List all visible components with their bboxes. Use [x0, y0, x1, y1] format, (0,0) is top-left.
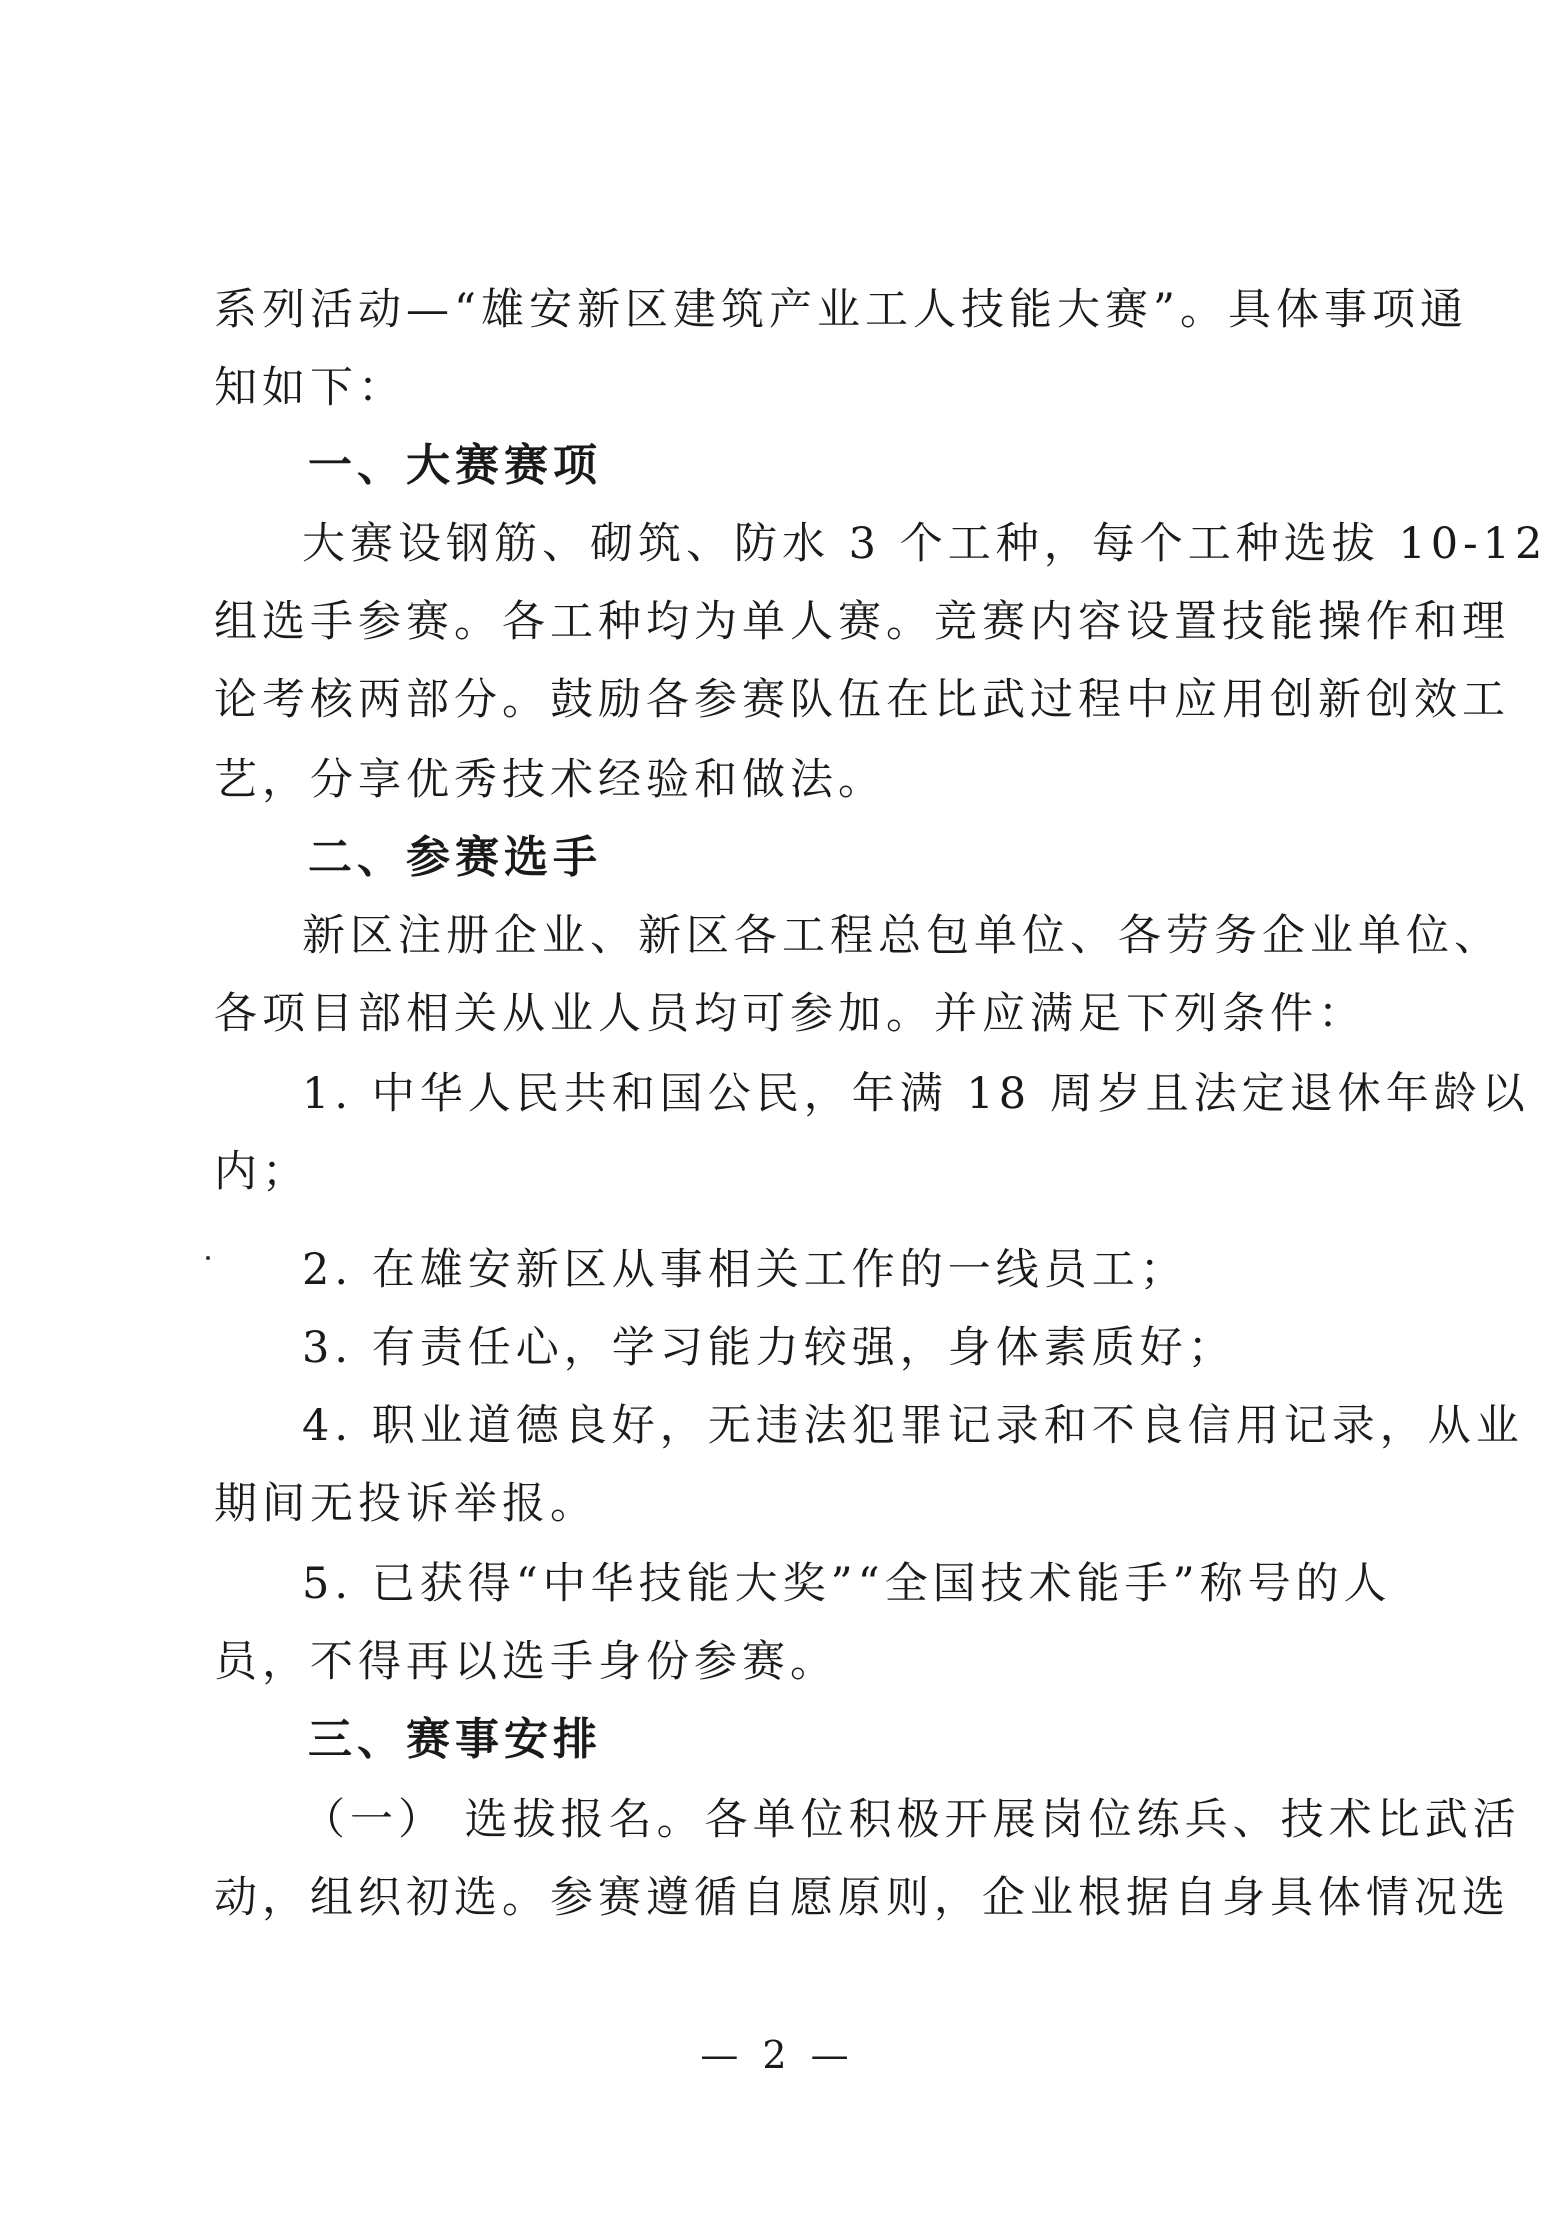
body-line: 期间无投诉举报。: [214, 1479, 598, 1529]
list-item: 3. 有责任心，学习能力较强，身体素质好；: [302, 1323, 1236, 1373]
list-item: 2. 在雄安新区从事相关工作的一线员工；: [302, 1245, 1188, 1295]
body-line: 知如下：: [214, 363, 406, 413]
scan-speck: [206, 1256, 210, 1260]
section-heading-3: 三、赛事安排: [308, 1714, 602, 1765]
list-item: 4. 职业道德良好，无违法犯罪记录和不良信用记录，从业: [302, 1401, 1524, 1451]
page-number: — 2 —: [700, 2033, 855, 2077]
body-line: 大赛设钢筋、砌筑、防水 3 个工种，每个工种选拔 10-12: [302, 519, 1548, 569]
body-line: 系列活动—“雄安新区建筑产业工人技能大赛”。具体事项通: [214, 285, 1468, 335]
list-item: 1. 中华人民共和国公民，年满 18 周岁且法定退休年龄以: [302, 1069, 1530, 1119]
section-heading-2: 二、参赛选手: [308, 832, 602, 883]
body-line: 论考核两部分。鼓励各参赛队伍在比武过程中应用创新创效工: [214, 675, 1510, 725]
body-line: 组选手参赛。各工种均为单人赛。竞赛内容设置技能操作和理: [214, 597, 1510, 647]
body-line: 新区注册企业、新区各工程总包单位、各劳务企业单位、: [302, 911, 1502, 961]
body-line: 内；: [214, 1147, 310, 1197]
body-line: 艺，分享优秀技术经验和做法。: [214, 755, 886, 805]
body-line: 动，组织初选。参赛遵循自愿原则，企业根据自身具体情况选: [214, 1873, 1510, 1923]
body-line: 员，不得再以选手身份参赛。: [214, 1637, 838, 1687]
section-heading-1: 一、大赛赛项: [308, 440, 602, 491]
body-line: （一） 选拔报名。各单位积极开展岗位练兵、技术比武活: [302, 1795, 1521, 1845]
list-item: 5. 已获得“中华技能大奖”“全国技术能手”称号的人: [302, 1559, 1392, 1609]
body-line: 各项目部相关从业人员均可参加。并应满足下列条件：: [214, 989, 1366, 1039]
